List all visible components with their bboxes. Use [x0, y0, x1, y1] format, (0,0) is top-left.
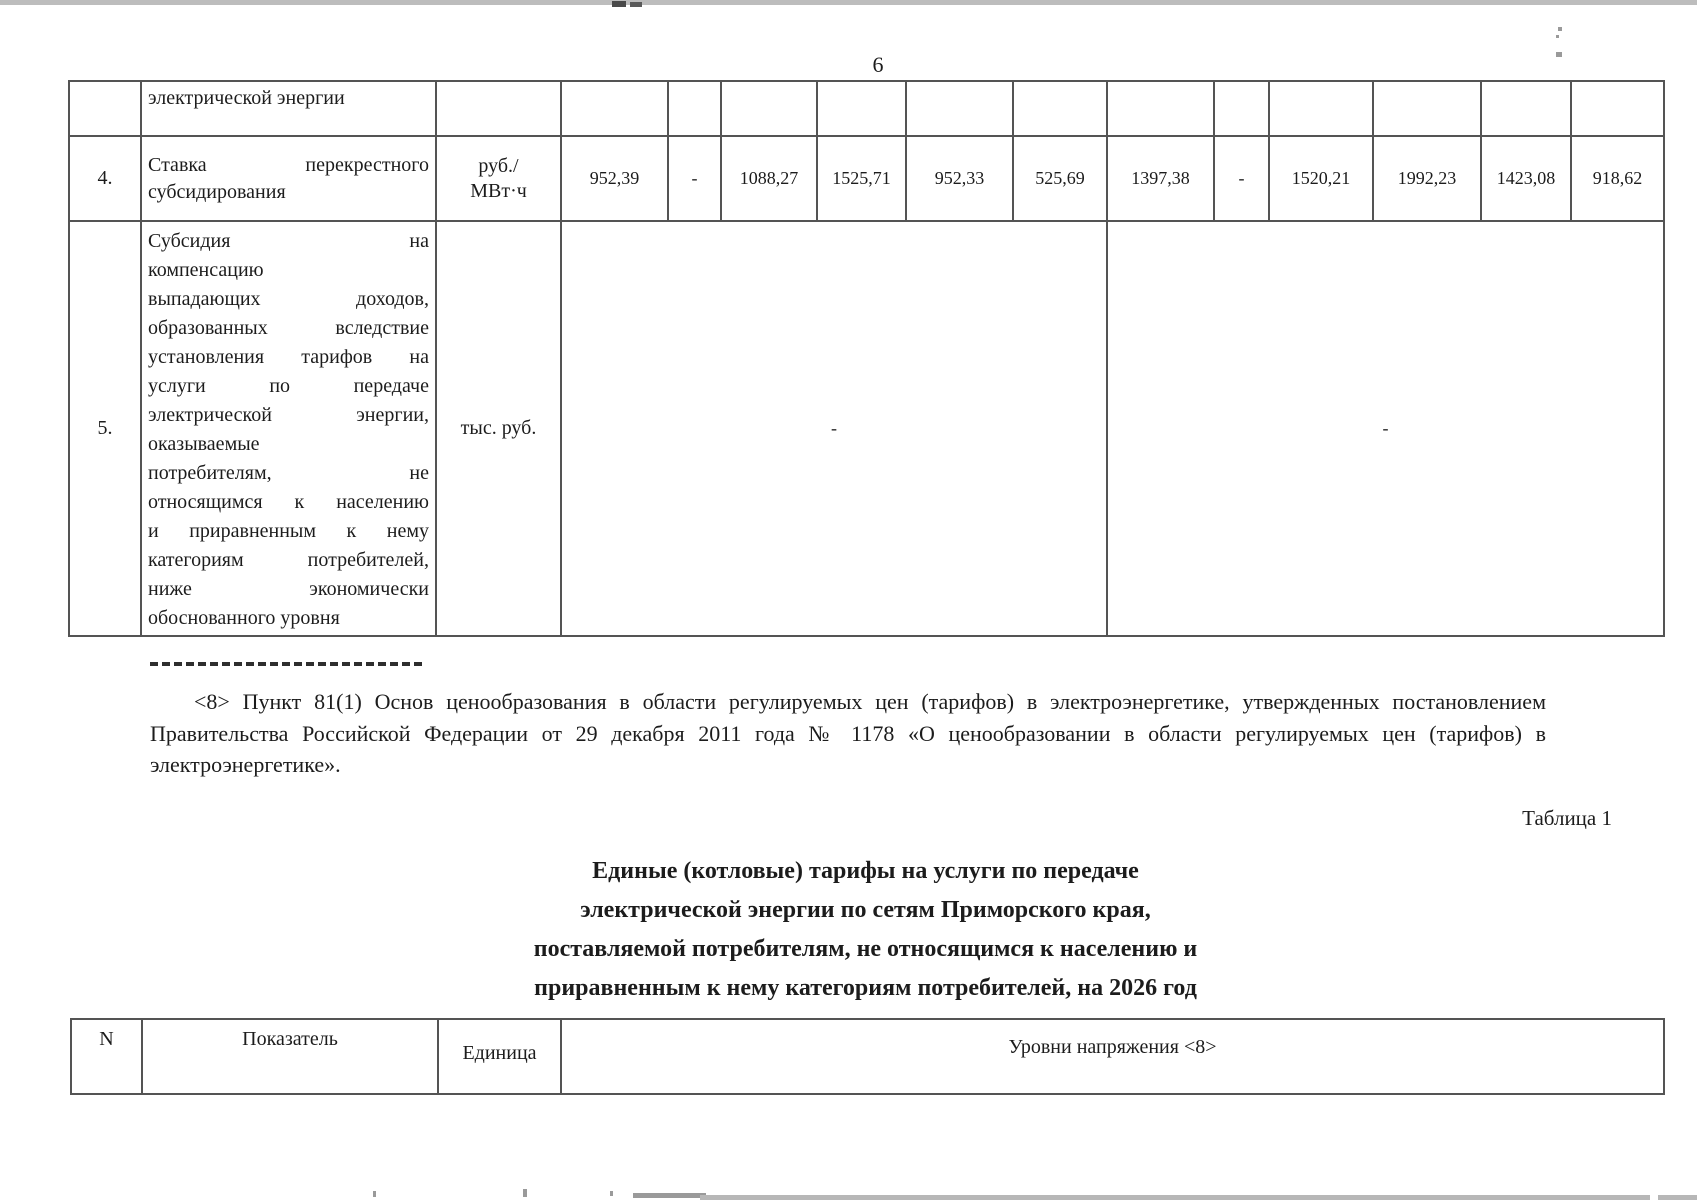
value-cell — [1214, 81, 1269, 136]
header-row — [71, 1019, 1664, 1094]
scan-artifact-tick — [523, 1189, 527, 1197]
scan-artifact-speck — [1556, 52, 1562, 57]
scan-artifact-gap — [1650, 1195, 1658, 1200]
value-cell: 1423,08 — [1481, 136, 1571, 221]
scan-artifact-bottom-band — [700, 1195, 1697, 1200]
row-number-cell: 5. — [69, 221, 141, 636]
value-cell: 918,62 — [1571, 136, 1664, 221]
value-cell — [1107, 81, 1214, 136]
indicator-line: Ставка перекрестного — [148, 153, 429, 176]
value-cell: 525,69 — [1013, 136, 1107, 221]
indicator-line: относящимся к населению — [148, 491, 429, 513]
value-cell — [1571, 81, 1664, 136]
scan-artifact-dashes — [633, 1193, 706, 1198]
scan-artifact-smudge — [612, 1, 626, 7]
value-cell — [1269, 81, 1373, 136]
table-row-5 — [69, 221, 1664, 636]
indicator-cell — [141, 136, 436, 221]
value-cell: 1397,38 — [1107, 136, 1214, 221]
value-cell — [1373, 81, 1481, 136]
indicator-line: потребителям, не — [148, 462, 429, 484]
unit-line: руб./ — [478, 154, 519, 177]
value-cell: 952,33 — [906, 136, 1013, 221]
scan-artifact-speck — [1558, 27, 1562, 31]
table-row-4 — [69, 136, 1664, 221]
indicator-line: услуги по передаче — [148, 375, 429, 397]
unit-cell — [436, 81, 561, 136]
header-indicator: Показатель — [142, 1019, 438, 1094]
footnote-line: <8> Пункт 81(1) Основ ценообразования в области регулируемых цен (тарифов) в электроэнергетике, утвержденных постановлением — [194, 689, 1546, 714]
indicator-line: установления тарифов на — [148, 346, 429, 368]
row-number-cell: 4. — [69, 136, 141, 221]
table-row-continuation — [69, 81, 1664, 136]
unit-cell: тыс. руб. — [436, 221, 561, 636]
table-caption: Таблица 1 — [1522, 806, 1612, 830]
indicator-line: Субсидия на — [148, 230, 429, 252]
document-title-line: поставляемой потребителям, не относящимся к населению и — [533, 936, 1198, 962]
value-cell — [817, 81, 906, 136]
value-cell: 1992,23 — [1373, 136, 1481, 221]
merged-value-cell: - — [1107, 221, 1664, 636]
header-voltage-levels: Уровни напряжения <8> — [561, 1019, 1664, 1094]
indicator-line: субсидирования — [148, 180, 286, 203]
indicator-line: обоснованного уровня — [148, 607, 340, 629]
value-cell: - — [1214, 136, 1269, 221]
indicator-line: электрической энергии, — [148, 404, 429, 426]
indicator-line: выпадающих доходов, — [148, 288, 429, 310]
value-cell: 1520,21 — [1269, 136, 1373, 221]
scan-artifact-smudge — [630, 2, 642, 7]
indicator-line: образованных вследствие — [148, 317, 429, 339]
indicator-line: оказываемые — [148, 433, 260, 455]
scan-artifact-tick — [610, 1191, 613, 1196]
scan-artifact-top-band — [0, 0, 1697, 5]
document-title-line: приравненным к нему категориям потребителей, на 2026 год — [534, 975, 1197, 1001]
header-unit: Единица — [438, 1019, 561, 1094]
tariff-table-continuation — [68, 80, 1665, 637]
indicator-cell: электрической энергии — [141, 81, 436, 136]
header-n: N — [71, 1019, 142, 1094]
value-cell — [668, 81, 721, 136]
value-cell: - — [668, 136, 721, 221]
value-cell — [721, 81, 817, 136]
document-title-line: Единые (котловые) тарифы на услуги по передаче — [592, 858, 1139, 884]
value-cell: 1525,71 — [817, 136, 906, 221]
value-cell — [906, 81, 1013, 136]
merged-value-cell: - — [561, 221, 1107, 636]
scan-artifact-tick — [373, 1191, 376, 1197]
indicator-line: ниже экономически — [148, 578, 429, 600]
value-cell — [561, 81, 668, 136]
row-number-cell — [69, 81, 141, 136]
footnote-line: Правительства Российской Федерации от 29 декабря 2011 года № 1178 «О ценообразовании в области регулируемых цен (тарифов) в — [150, 720, 1546, 746]
document-title-line: электрической энергии по сетям Приморского края, — [580, 897, 1151, 923]
value-cell: 952,39 — [561, 136, 668, 221]
unit-line: МВт·ч — [470, 179, 527, 202]
value-cell — [1481, 81, 1571, 136]
footnote-text — [150, 686, 1546, 781]
indicator-line: компенсацию — [148, 259, 264, 281]
scan-artifact-speck — [1556, 35, 1559, 38]
document-title — [68, 852, 1663, 1008]
value-cell: 1088,27 — [721, 136, 817, 221]
value-cell — [1013, 81, 1107, 136]
footnote-separator — [150, 662, 422, 666]
indicator-line: категориям потребителей, — [148, 549, 429, 571]
unified-tariffs-table — [70, 1018, 1665, 1095]
indicator-line: и приравненным к нему — [148, 520, 429, 542]
indicator-cell — [141, 221, 436, 636]
unit-cell — [436, 136, 561, 221]
footnote-line: электроэнергетике». — [150, 752, 341, 777]
page-number: 6 — [872, 52, 884, 77]
